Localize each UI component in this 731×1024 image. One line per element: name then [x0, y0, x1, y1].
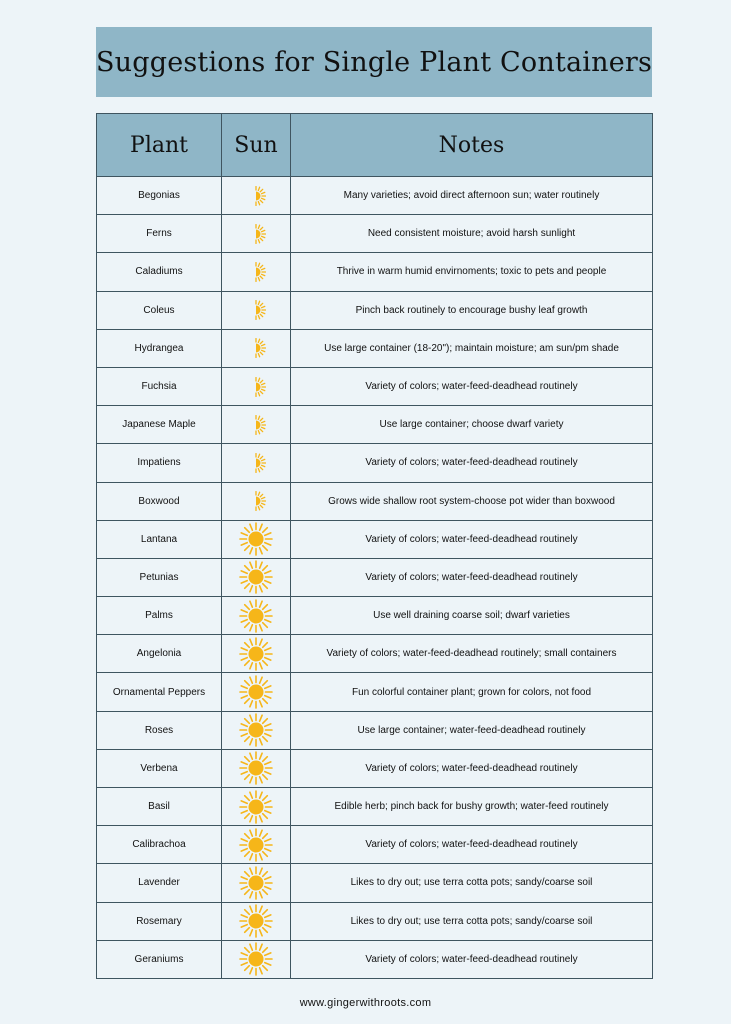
full-sun-icon: [239, 790, 273, 824]
plant-name: Angelonia: [97, 635, 222, 673]
plant-name: Caladiums: [97, 253, 222, 291]
sun-requirement: [222, 902, 291, 940]
table-row: [97, 788, 653, 826]
partial-sun-icon: [246, 186, 266, 206]
sun-requirement: [222, 940, 291, 978]
header-plant: Plant: [97, 114, 222, 177]
table-row: [97, 864, 653, 902]
full-sun-icon: [239, 751, 273, 785]
plant-name: Basil: [97, 788, 222, 826]
plant-notes: Grows wide shallow root system-choose pot wider than boxwood: [291, 482, 653, 520]
sun-requirement: [222, 558, 291, 596]
plant-notes: Use large container; choose dwarf variety: [291, 406, 653, 444]
header-notes: Notes: [291, 114, 653, 177]
sun-requirement: [222, 482, 291, 520]
plant-name: Petunias: [97, 558, 222, 596]
sun-requirement: [222, 635, 291, 673]
plant-name: Ferns: [97, 215, 222, 253]
full-sun-icon: [239, 828, 273, 862]
table-row: [97, 329, 653, 367]
table-row: [97, 482, 653, 520]
header-sun: Sun: [222, 114, 291, 177]
plant-notes: Likes to dry out; use terra cotta pots; sandy/coarse soil: [291, 902, 653, 940]
plant-name: Roses: [97, 711, 222, 749]
partial-sun-icon: [246, 415, 266, 435]
plant-notes: Likes to dry out; use terra cotta pots; sandy/coarse soil: [291, 864, 653, 902]
table-row: [97, 826, 653, 864]
table-row: [97, 406, 653, 444]
partial-sun-icon: [246, 377, 266, 397]
plant-notes: Need consistent moisture; avoid harsh sunlight: [291, 215, 653, 253]
partial-sun-icon: [246, 491, 266, 511]
plant-notes: Variety of colors; water-feed-deadhead routinely: [291, 940, 653, 978]
plant-name: Begonias: [97, 177, 222, 215]
plant-table: [96, 113, 653, 979]
sun-requirement: [222, 749, 291, 787]
footer-website: www.gingerwithroots.com: [299, 997, 432, 1009]
full-sun-icon: [239, 713, 273, 747]
table-header-row: [97, 114, 653, 177]
title-banner: [96, 27, 652, 97]
plant-name: Rosemary: [97, 902, 222, 940]
plant-notes: Variety of colors; water-feed-deadhead routinely: [291, 826, 653, 864]
sun-requirement: [222, 253, 291, 291]
plant-name: Geraniums: [97, 940, 222, 978]
full-sun-icon: [239, 560, 273, 594]
sun-requirement: [222, 444, 291, 482]
table-row: [97, 902, 653, 940]
sun-requirement: [222, 788, 291, 826]
table-row: [97, 177, 653, 215]
sun-requirement: [222, 864, 291, 902]
sun-requirement: [222, 291, 291, 329]
plant-notes: Use large container (18-20"); maintain moisture; am sun/pm shade: [291, 329, 653, 367]
plant-name: Lantana: [97, 520, 222, 558]
partial-sun-icon: [246, 453, 266, 473]
partial-sun-icon: [246, 300, 266, 320]
table-row: [97, 291, 653, 329]
plant-name: Coleus: [97, 291, 222, 329]
plant-name: Boxwood: [97, 482, 222, 520]
table-row: [97, 673, 653, 711]
table-row: [97, 635, 653, 673]
plant-notes: Variety of colors; water-feed-deadhead routinely: [291, 558, 653, 596]
sun-requirement: [222, 826, 291, 864]
plant-notes: Pinch back routinely to encourage bushy leaf growth: [291, 291, 653, 329]
plant-name: Fuchsia: [97, 367, 222, 405]
table-body: [97, 177, 653, 979]
plant-notes: Edible herb; pinch back for bushy growth; water-feed routinely: [291, 788, 653, 826]
sun-requirement: [222, 597, 291, 635]
plant-name: Calibrachoa: [97, 826, 222, 864]
plant-name: Japanese Maple: [97, 406, 222, 444]
plant-name: Verbena: [97, 749, 222, 787]
table-row: [97, 444, 653, 482]
partial-sun-icon: [246, 262, 266, 282]
plant-notes: Variety of colors; water-feed-deadhead routinely: [291, 749, 653, 787]
table-row: [97, 558, 653, 596]
plant-notes: Use large container; water-feed-deadhead routinely: [291, 711, 653, 749]
plant-notes: Thrive in warm humid envirnoments; toxic to pets and people: [291, 253, 653, 291]
plant-notes: Variety of colors; water-feed-deadhead routinely; small containers: [291, 635, 653, 673]
full-sun-icon: [239, 904, 273, 938]
full-sun-icon: [239, 866, 273, 900]
table-row: [97, 940, 653, 978]
plant-notes: Fun colorful container plant; grown for colors, not food: [291, 673, 653, 711]
full-sun-icon: [239, 942, 273, 976]
table-row: [97, 367, 653, 405]
sun-requirement: [222, 367, 291, 405]
table-row: [97, 597, 653, 635]
plant-name: Ornamental Peppers: [97, 673, 222, 711]
plant-name: Lavender: [97, 864, 222, 902]
plant-name: Palms: [97, 597, 222, 635]
table-row: [97, 253, 653, 291]
sun-requirement: [222, 177, 291, 215]
table-row: [97, 520, 653, 558]
table-row: [97, 749, 653, 787]
plant-notes: Use well draining coarse soil; dwarf varieties: [291, 597, 653, 635]
plant-notes: Many varieties; avoid direct afternoon sun; water routinely: [291, 177, 653, 215]
sun-requirement: [222, 406, 291, 444]
full-sun-icon: [239, 637, 273, 671]
page-title: Suggestions for Single Plant Containers: [95, 46, 653, 78]
plant-name: Hydrangea: [97, 329, 222, 367]
partial-sun-icon: [246, 224, 266, 244]
full-sun-icon: [239, 675, 273, 709]
full-sun-icon: [239, 522, 273, 556]
sun-requirement: [222, 215, 291, 253]
sun-requirement: [222, 673, 291, 711]
plant-name: Impatiens: [97, 444, 222, 482]
sun-requirement: [222, 711, 291, 749]
plant-notes: Variety of colors; water-feed-deadhead routinely: [291, 367, 653, 405]
partial-sun-icon: [246, 338, 266, 358]
table-row: [97, 215, 653, 253]
sun-requirement: [222, 520, 291, 558]
plant-notes: Variety of colors; water-feed-deadhead routinely: [291, 520, 653, 558]
table-row: [97, 711, 653, 749]
sun-requirement: [222, 329, 291, 367]
plant-notes: Variety of colors; water-feed-deadhead routinely: [291, 444, 653, 482]
full-sun-icon: [239, 599, 273, 633]
